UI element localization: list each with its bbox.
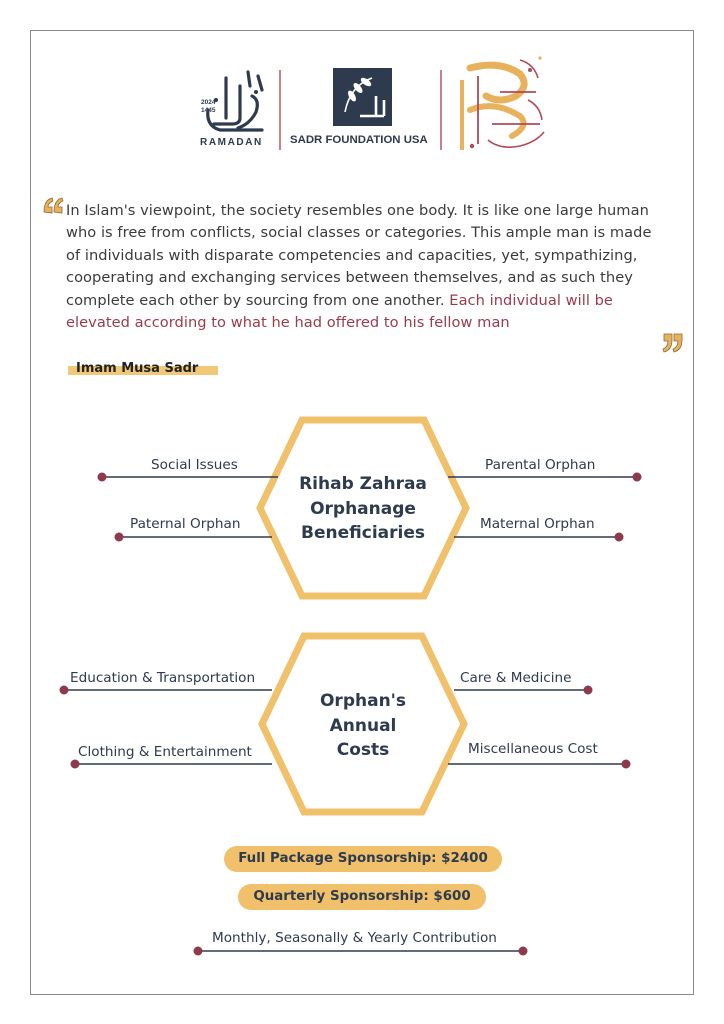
beneficiaries-title	[280, 472, 446, 546]
connector-dot	[98, 473, 107, 482]
title-line: Orphanage	[310, 498, 416, 519]
label-maternal-orphan: Maternal Orphan	[480, 516, 595, 532]
year-ah: 1445	[201, 107, 216, 114]
sadr-label: SADR FOUNDATION USA	[290, 134, 428, 146]
connector-dot	[633, 473, 642, 482]
title-line: Annual	[329, 715, 397, 736]
year-ad: 2024	[201, 99, 216, 106]
connector-dot	[622, 760, 631, 769]
connector-dot	[71, 760, 80, 769]
title-line: Beneficiaries	[301, 523, 425, 543]
quarterly-sponsorship-badge: Quarterly Sponsorship: $600	[238, 884, 486, 910]
connector-dot	[115, 533, 124, 542]
label-education-transportation: Education & Transportation	[70, 670, 256, 686]
quote-highlight: Each individual will be elevated according to what he had offered to his fellow man	[66, 291, 613, 332]
connector-dot	[519, 947, 528, 956]
connector-dot	[194, 947, 203, 956]
quote-body: In Islam's viewpoint, the society resembles one body. It is like one large human who is free from conflicts, social classes or categories. This ample man is made of individuals with disparate competencies and capacities, yet, sympathizing, cooperating and exchanging services between themselves, and as such they complete each other by sourcing from one another.	[66, 202, 652, 309]
title-line: Orphan's	[319, 691, 406, 711]
costs-title	[283, 689, 443, 763]
label-paternal-orphan: Paternal Orphan	[130, 516, 241, 532]
label-care-medicine: Care & Medicine	[460, 670, 572, 686]
title-line: Rihab Zahraa	[299, 474, 427, 494]
label-parental-orphan: Parental Orphan	[485, 457, 596, 473]
connector-dot	[615, 533, 624, 542]
label-social-issues: Social Issues	[151, 457, 238, 473]
label-miscellaneous-cost: Miscellaneous Cost	[468, 741, 598, 757]
title-line: Costs	[336, 740, 390, 760]
connector-dot	[584, 686, 593, 695]
quote-author: Imam Musa Sadr	[76, 361, 199, 376]
connector-dot	[60, 686, 69, 695]
label-clothing-entertainment: Clothing & Entertainment	[78, 744, 252, 760]
contribution-label: Monthly, Seasonally & Yearly Contribution	[212, 930, 497, 946]
ramadan-label: RAMADAN	[200, 137, 263, 148]
full-package-sponsorship-badge: Full Package Sponsorship: $2400	[224, 846, 502, 872]
